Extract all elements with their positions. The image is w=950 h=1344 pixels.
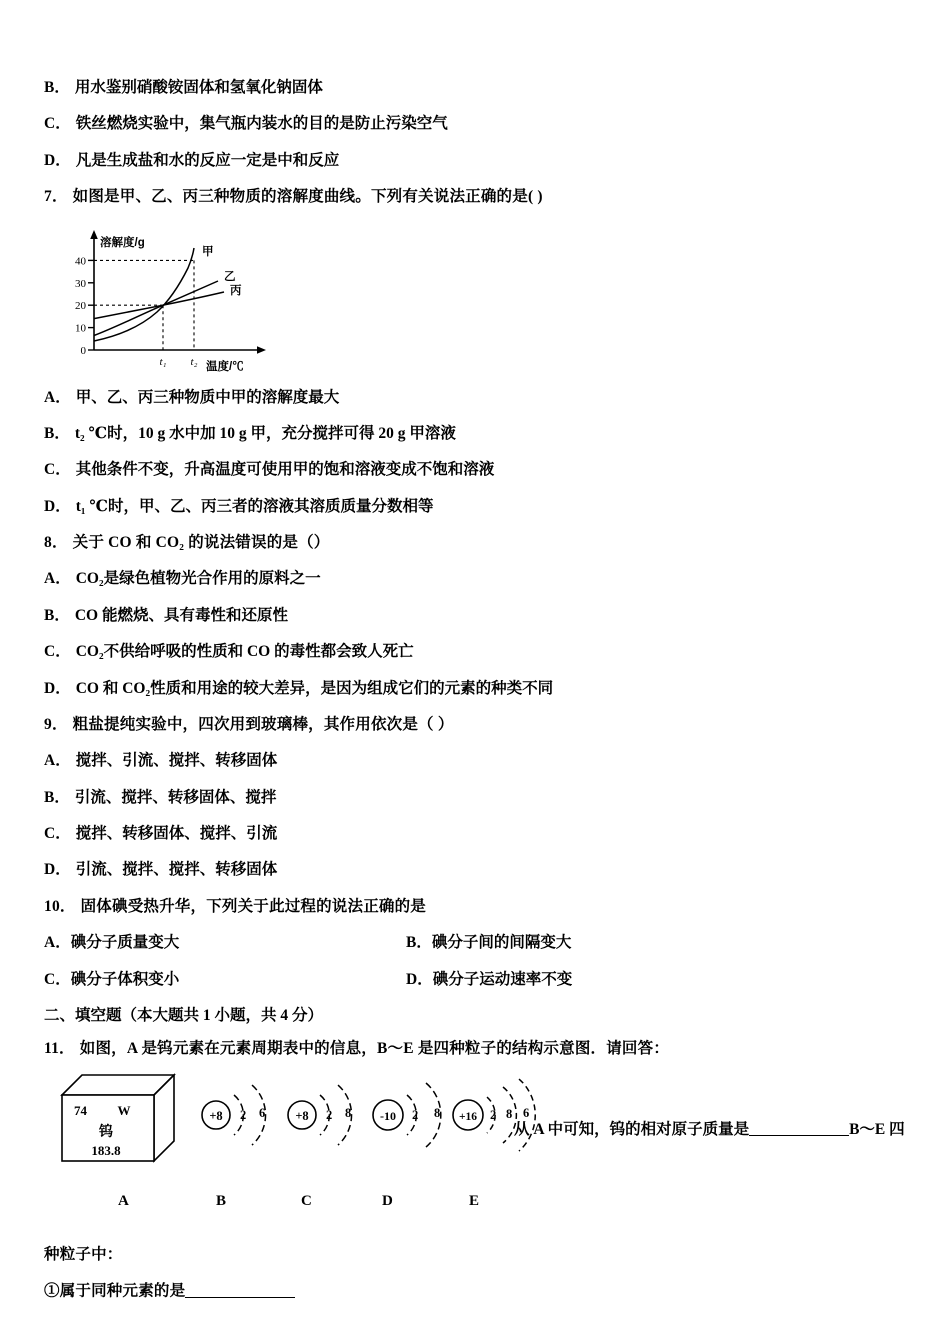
option-label: B． bbox=[44, 606, 70, 624]
option-text: t₂ ℃时，10 g 水中加 10 g 甲，充分搅拌可得 20 g 甲溶液 bbox=[74, 424, 456, 442]
shell-electrons: 8 bbox=[434, 1105, 441, 1120]
y-tick-label: 30 bbox=[75, 277, 86, 290]
option-cell bbox=[406, 970, 572, 989]
option-text: 碘分子体积变小 bbox=[70, 970, 180, 988]
option-row-pair bbox=[44, 933, 910, 952]
figure-caption-d: D bbox=[382, 1192, 393, 1209]
option-label: C． bbox=[44, 970, 71, 988]
option-text: CO 能燃烧、具有毒性和还原性 bbox=[74, 606, 288, 624]
option-text: 碘分子质量变大 bbox=[70, 934, 180, 952]
option-label: D． bbox=[44, 151, 71, 169]
shell-electrons: 2 bbox=[240, 1107, 247, 1122]
option-text: t₁ ℃时，甲、乙、丙三者的溶液其溶质质量分数相等 bbox=[75, 497, 434, 515]
sub-question-text: ①属于同种元素的是 bbox=[44, 1282, 186, 1300]
option-text: CO₂是绿色植物光合作用的原料之一 bbox=[75, 570, 321, 588]
option-label: C． bbox=[44, 825, 71, 842]
chart-svg bbox=[62, 224, 312, 376]
atomic-mass: 183.8 bbox=[91, 1142, 121, 1158]
question-number: 11． bbox=[44, 1040, 75, 1058]
option-row bbox=[44, 388, 910, 407]
page-content bbox=[44, 78, 910, 1318]
option-label: D． bbox=[44, 497, 71, 515]
question-number: 9． bbox=[44, 715, 68, 733]
option-row bbox=[44, 497, 910, 516]
option-text: 凡是生成盐和水的反应一定是中和反应 bbox=[75, 151, 340, 169]
option-row bbox=[44, 606, 910, 625]
figure-caption-e: E bbox=[469, 1192, 480, 1209]
option-text: 碘分子运动速率不变 bbox=[432, 970, 573, 988]
question-11-stem bbox=[44, 1039, 910, 1058]
option-text: 铁丝燃烧实验中，集气瓶内装水的目的是防止污染空气 bbox=[75, 115, 448, 133]
solubility-curve-chart bbox=[62, 224, 312, 376]
element-symbol: W bbox=[117, 1102, 131, 1118]
shell-electrons: 8 bbox=[345, 1105, 352, 1120]
option-label: C． bbox=[44, 461, 71, 479]
question-number: 10． bbox=[44, 897, 76, 915]
option-text: 引流、搅拌、搅拌、转移固体 bbox=[75, 861, 278, 879]
option-cell bbox=[406, 933, 571, 952]
question-9-stem bbox=[44, 715, 910, 734]
option-label: A． bbox=[44, 934, 71, 952]
question-text: 如图是甲、乙、丙三种物质的溶解度曲线。下列有关说法正确的是( ) bbox=[72, 188, 543, 206]
question-11-figure bbox=[44, 1065, 910, 1193]
option-text: 其他条件不变，升高温度可使用甲的饱和溶液变成不饱和溶液 bbox=[75, 461, 495, 479]
option-text: 引流、搅拌、转移固体、搅拌 bbox=[74, 788, 277, 806]
y-tick-label: 40 bbox=[75, 254, 86, 267]
option-row bbox=[44, 824, 910, 843]
shell-electrons: 8 bbox=[506, 1106, 513, 1121]
question-number: 8． bbox=[44, 534, 68, 551]
option-label: B． bbox=[44, 79, 70, 96]
option-label: D． bbox=[44, 861, 71, 879]
option-row-pair bbox=[44, 970, 910, 989]
question-11-continuation: 种粒子中： bbox=[44, 1245, 123, 1263]
element-info-box bbox=[56, 1067, 180, 1171]
nucleus-charge: +8 bbox=[209, 1108, 223, 1123]
shell-electrons: 2 bbox=[412, 1107, 419, 1122]
option-text: 用水鉴别硝酸铵固体和氢氧化钠固体 bbox=[74, 79, 323, 96]
y-axis-title: 溶解度/g bbox=[100, 236, 145, 249]
x-axis-title: 温度/℃ bbox=[206, 360, 244, 373]
section-two-heading: 二、填空题（本大题共 1 小题，共 4 分） bbox=[44, 1006, 324, 1024]
option-row bbox=[44, 114, 910, 133]
element-box-svg bbox=[56, 1067, 180, 1171]
figure-captions bbox=[44, 1193, 910, 1219]
option-row bbox=[44, 751, 910, 770]
answer-blank[interactable] bbox=[185, 1281, 295, 1298]
option-label: D． bbox=[406, 970, 433, 988]
figure-caption-a: A bbox=[118, 1192, 129, 1209]
option-cell bbox=[44, 933, 406, 952]
question-text: 固体碘受热升华，下列关于此过程的说法正确的是 bbox=[80, 897, 427, 915]
question-7-stem bbox=[44, 187, 910, 206]
y-tick-label: 20 bbox=[75, 299, 86, 312]
shell-electrons: 6 bbox=[523, 1105, 530, 1120]
option-row bbox=[44, 460, 910, 479]
option-cell bbox=[44, 970, 406, 989]
option-label: D． bbox=[44, 679, 71, 697]
shell-electrons: 2 bbox=[326, 1107, 333, 1122]
option-label: B． bbox=[406, 934, 432, 952]
option-text: 甲、乙、丙三种物质中甲的溶解度最大 bbox=[75, 388, 340, 406]
curve-label-yi: 乙 bbox=[224, 270, 236, 283]
curve-label-jia: 甲 bbox=[202, 245, 214, 258]
option-label: B． bbox=[44, 424, 70, 442]
atomic-number: 74 bbox=[74, 1102, 87, 1118]
option-text: CO 和 CO₂性质和用途的较大差异，是因为组成它们的元素的种类不同 bbox=[75, 679, 554, 697]
curve-label-bing: 丙 bbox=[230, 284, 242, 297]
question-11-tail bbox=[514, 1117, 905, 1139]
option-row bbox=[44, 679, 910, 698]
shell-electrons: 6 bbox=[259, 1105, 266, 1120]
option-text: 搅拌、转移固体、搅拌、引流 bbox=[75, 825, 278, 842]
figure-caption-b: B bbox=[216, 1192, 227, 1209]
question-text: 粗盐提纯实验中，四次用到玻璃棒，其作用依次是（ ） bbox=[72, 715, 454, 733]
question-number: 7． bbox=[44, 188, 68, 206]
option-label: B． bbox=[44, 788, 70, 806]
question-8-stem bbox=[44, 533, 910, 552]
option-label: A． bbox=[44, 752, 71, 770]
question-text: 关于 CO 和 CO₂ 的说法错误的是（） bbox=[72, 534, 330, 551]
question-10-stem bbox=[44, 897, 910, 916]
x-tick-label-t2: t₂ bbox=[190, 355, 198, 368]
nucleus-charge: +8 bbox=[295, 1108, 309, 1123]
option-label: C． bbox=[44, 643, 71, 661]
answer-blank[interactable] bbox=[749, 1119, 849, 1136]
option-row bbox=[44, 424, 910, 443]
option-row bbox=[44, 569, 910, 588]
nucleus-charge: +16 bbox=[458, 1110, 478, 1123]
option-row bbox=[44, 788, 910, 807]
y-tick-label: 10 bbox=[75, 322, 86, 335]
option-text: 碘分子间的间隔变大 bbox=[431, 934, 572, 952]
shell-electrons: 2 bbox=[490, 1107, 497, 1122]
option-row bbox=[44, 860, 910, 879]
option-text: CO₂不供给呼吸的性质和 CO 的毒性都会致人死亡 bbox=[75, 643, 414, 661]
element-name: 钨 bbox=[99, 1122, 113, 1139]
x-tick-label-t1: t₁ bbox=[159, 355, 167, 368]
option-text: 搅拌、引流、搅拌、转移固体 bbox=[75, 752, 278, 770]
option-row bbox=[44, 78, 910, 97]
curve-yi bbox=[94, 281, 218, 336]
question-11-sub-1 bbox=[44, 1281, 910, 1301]
question-text: 如图，A 是钨元素在元素周期表中的信息，B～E 是四种粒子的结构示意图．请回答： bbox=[79, 1040, 670, 1058]
option-row bbox=[44, 642, 910, 661]
tail-text-after: B～E 四 bbox=[849, 1120, 905, 1138]
tail-text-before: 从 A 中可知，钨的相对原子质量是 bbox=[514, 1120, 750, 1138]
option-label: A． bbox=[44, 570, 71, 588]
curve-jia bbox=[94, 248, 194, 341]
nucleus-charge: -10 bbox=[380, 1108, 396, 1123]
option-label: C． bbox=[44, 115, 71, 133]
figure-caption-c: C bbox=[301, 1192, 312, 1209]
option-label: A． bbox=[44, 388, 71, 406]
y-tick-label: 0 bbox=[80, 344, 86, 357]
option-row bbox=[44, 151, 910, 170]
